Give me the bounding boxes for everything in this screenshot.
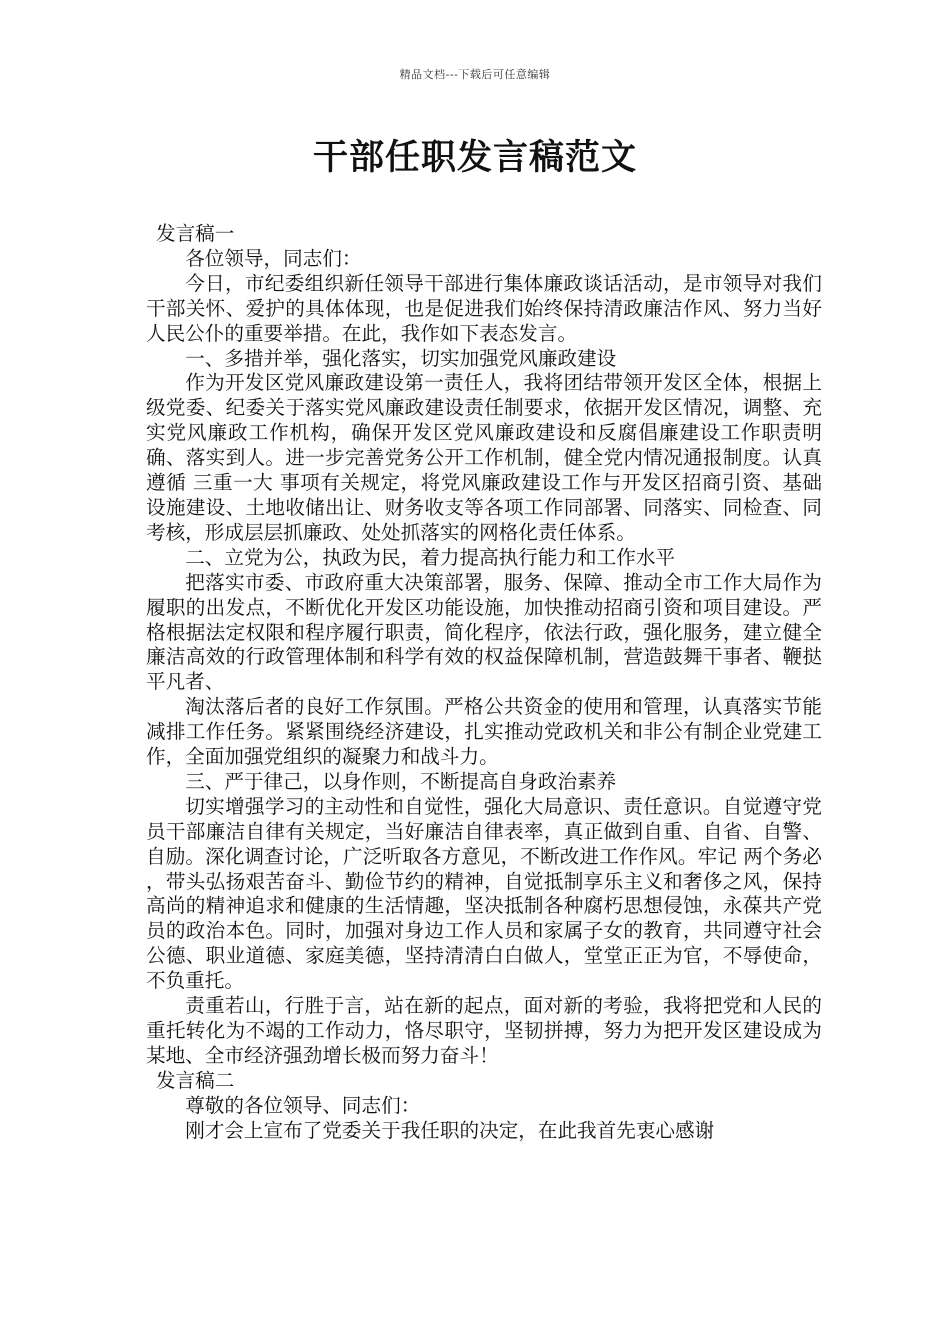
paragraph: 把落实市委、市政府重大决策部署，服务、保障、推动全市工作大局作为履职的出发点，不断优化开发区功能设施，加快推动招商引资和项目建设。严格根据法定权限和程序履行职责，简化程序，依法行政，强化服务，建立健全廉洁高效的行政管理体制和科学有效的权益保障机制，营造鼓舞干事者、鞭挞平凡者、: [146, 570, 822, 694]
paragraph: 作为开发区党风廉政建设第一责任人，我将团结带领开发区全体，根据上级党委、纪委关于落实党风廉政建设责任制要求，依据开发区情况，调整、充实党风廉政工作机构，确保开发区党风廉政建设和反腐倡廉建设工作职责明确、落实到人。进一步完善党务公开工作机制，健全党内情况通报制度。认真遵循 三重一大 事项有关规定，将党风廉政建设工作与开发区招商引资、基础设施建设、土地收储出让、财务收支等各项工作同部署、同落实、同检查、同考核，形成层层抓廉政、处处抓落实的网格化责任体系。: [146, 371, 822, 544]
section-heading: 发言稿一: [156, 222, 235, 245]
paragraph: 今日，市纪委组织新任领导干部进行集体廉政谈话活动，是市领导对我们干部关怀、爱护的具体体现，也是促进我们始终保持清政廉洁作风、努力当好人民公仆的重要举措。在此，我作如下表态发言。: [146, 271, 822, 345]
paragraph: 一、多措并举，强化落实，切实加强党风廉政建设: [185, 346, 617, 370]
document-body: [146, 222, 822, 1144]
paragraph: 三、严于律己，以身作则，不断提高自身政治素养: [185, 769, 617, 793]
paragraph: 责重若山，行胜于言，站在新的起点，面对新的考验，我将把党和人民的重托转化为不竭的工作动力，恪尽职守，坚韧拼搏，努力为把开发区建设成为某地、全市经济强劲增长极而努力奋斗！: [146, 994, 822, 1067]
document-title: 干部任职发言稿范文: [312, 138, 637, 178]
paragraph: 尊敬的各位领导、同志们：: [185, 1093, 421, 1117]
paragraph: 各位领导，同志们：: [185, 246, 362, 270]
paragraph: 刚才会上宣布了党委关于我任职的决定，在此我首先衷心感谢: [185, 1118, 715, 1142]
paragraph: 二、立党为公，执政为民，着力提高执行能力和工作水平: [185, 545, 676, 569]
section-heading: 发言稿二: [156, 1068, 235, 1092]
paragraph: 淘汰落后者的良好工作氛围。严格公共资金的使用和管理，认真落实节能减排工作任务。紧紧围绕经济建设，扎实推动党政机关和非公有制企业党建工作，全面加强党组织的凝聚力和战斗力。: [146, 695, 822, 769]
paragraph: 切实增强学习的主动性和自觉性，强化大局意识、责任意识。自觉遵守党员干部廉洁自律有关规定，当好廉洁自律表率，真正做到自重、自省、自警、自励。深化调查讨论，广泛听取各方意见，不断改进工作作风。牢记 两个务必 ，带头弘扬艰苦奋斗、勤俭节约的精神，自觉抵制享乐主义和奢侈之风，保持高尚的精神追求和健康的生活情趣，坚决抵制各种腐朽思想侵蚀，永葆共产党员的政治本色。同时，加强对身边工作人员和家属子女的教育，共同遵守社会公德、职业道德、家庭美德，坚持清清白白做人，堂堂正正为官，不辱使命，不负重托。: [146, 794, 822, 993]
header-note: 精品文档---下载后可任意编辑: [399, 68, 551, 81]
